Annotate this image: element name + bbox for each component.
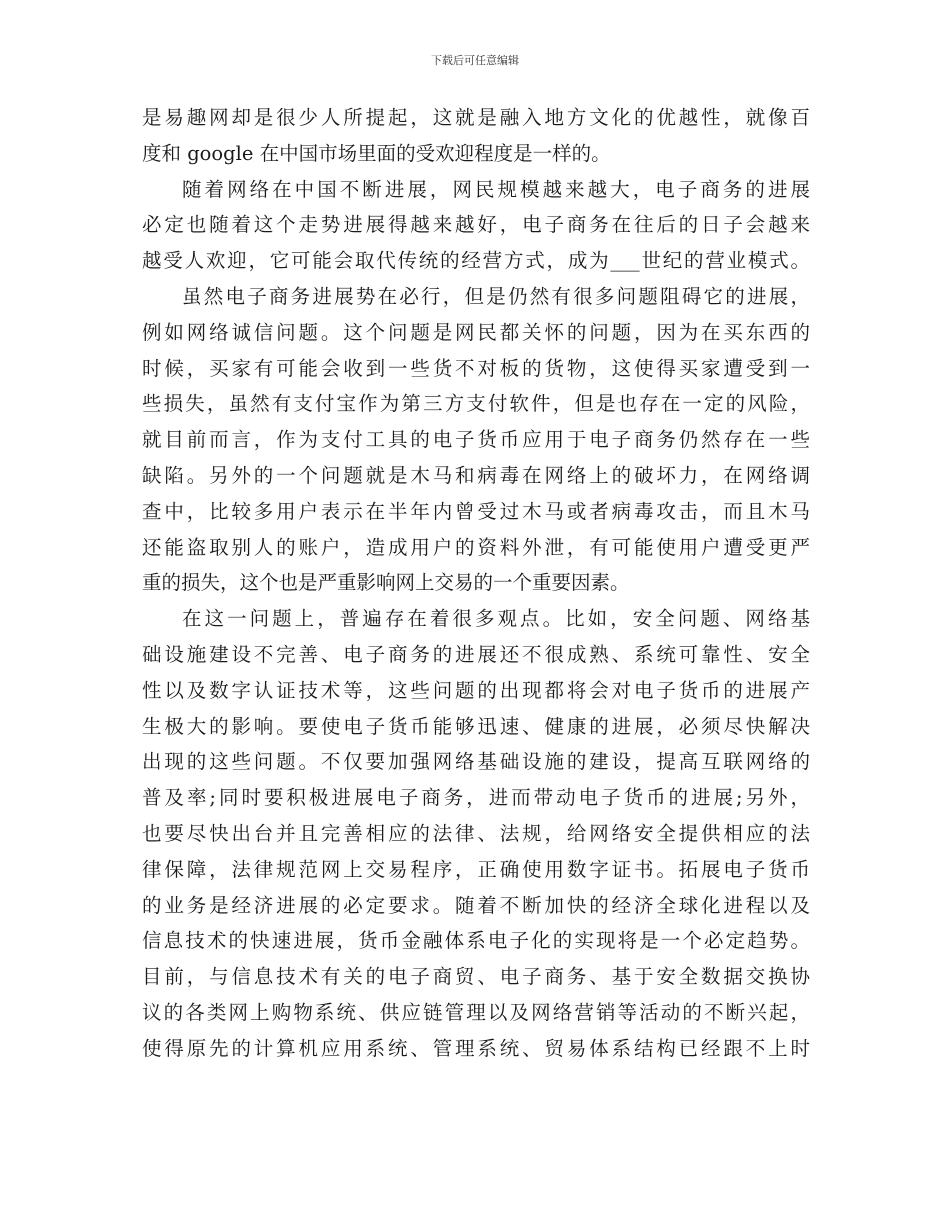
text-line: 是易趣网却是很少人所提起，这就是融入地方文化的优越性，就像百 [142,106,810,129]
text-line: 的业务是经济进展的必定要求。随着不断加快的经济全球化进程以及 [142,893,810,917]
text-line: 在这一问题上，普遍存在着很多观点。比如，安全问题、网络基 [182,607,810,631]
text-line: 缺陷。另外的一个问题就是木马和病毒在网络上的破坏力，在网络调 [142,463,810,487]
text-line: 必定也随着这个走势进展得越来越好，电子商务在往后的日子会越来 [142,213,810,237]
text-line: 些损失，虽然有支付宝作为第三方支付软件，但是也存在一定的风险， [142,392,810,416]
text-line: 也要尽快出台并且完善相应的法律、法规，给网络安全提供相应的法 [142,821,810,845]
text-line: 议的各类网上购物系统、供应链管理以及网络营销等活动的不断兴起， [142,1000,810,1024]
text-line: 度和 google 在中国市场里面的受欢迎程度是一样的。 [142,141,611,165]
text-line: 越受人欢迎，它可能会取代传统的经营方式，成为___世纪的营业模式。 [142,249,810,273]
text-line: 使得原先的计算机应用系统、管理系统、贸易体系结构已经跟不上时 [142,1036,810,1060]
text-line: 时候，买家有可能会收到一些货不对板的货物，这使得买家遭受到一 [142,356,810,380]
text-line: 信息技术的快速进展，货币金融体系电子化的实现将是一个必定趋势。 [142,929,810,953]
text-line: 础设施建设不完善、电子商务的进展还不很成熟、系统可靠性、安全 [142,642,810,666]
text-line: 随着网络在中国不断进展，网民规模越来越大，电子商务的进展 [182,177,810,201]
text-line: 重的损失，这个也是严重影响网上交易的一个重要因素。 [142,571,630,595]
text-line: 还能盗取别人的账户，造成用户的资料外泄，有可能使用户遭受更严 [142,535,810,559]
text-line: 出现的这些问题。不仅要加强网络基础设施的建设，提高互联网络的 [142,750,810,774]
text-line: 目前，与信息技术有关的电子商贸、电子商务、基于安全数据交换协 [142,965,810,989]
text-line: 性以及数字认证技术等，这些问题的出现都将会对电子货币的进展产 [142,678,810,702]
text-line: 生极大的影响。要使电子货币能够迅速、健康的进展，必须尽快解决 [142,714,810,738]
text-line: 查中，比较多用户表示在半年内曾受过木马或者病毒攻击，而且木马 [142,499,810,523]
text-line: 普及率;同时要积极进展电子商务，进而带动电子货币的进展;另外， [142,786,810,810]
text-line: 例如网络诚信问题。这个问题是网民都关怀的问题，因为在买东西的 [142,320,810,344]
page-header: 下载后可任意编辑 [431,54,519,67]
text-line: 律保障，法律规范网上交易程序，正确使用数字证书。拓展电子货币 [142,857,810,881]
text-line: 就目前而言，作为支付工具的电子货币应用于电子商务仍然存在一些 [142,428,810,452]
text-line: 虽然电子商务进展势在必行，但是仍然有很多问题阻碍它的进展， [182,284,810,308]
document-body [142,100,810,1067]
